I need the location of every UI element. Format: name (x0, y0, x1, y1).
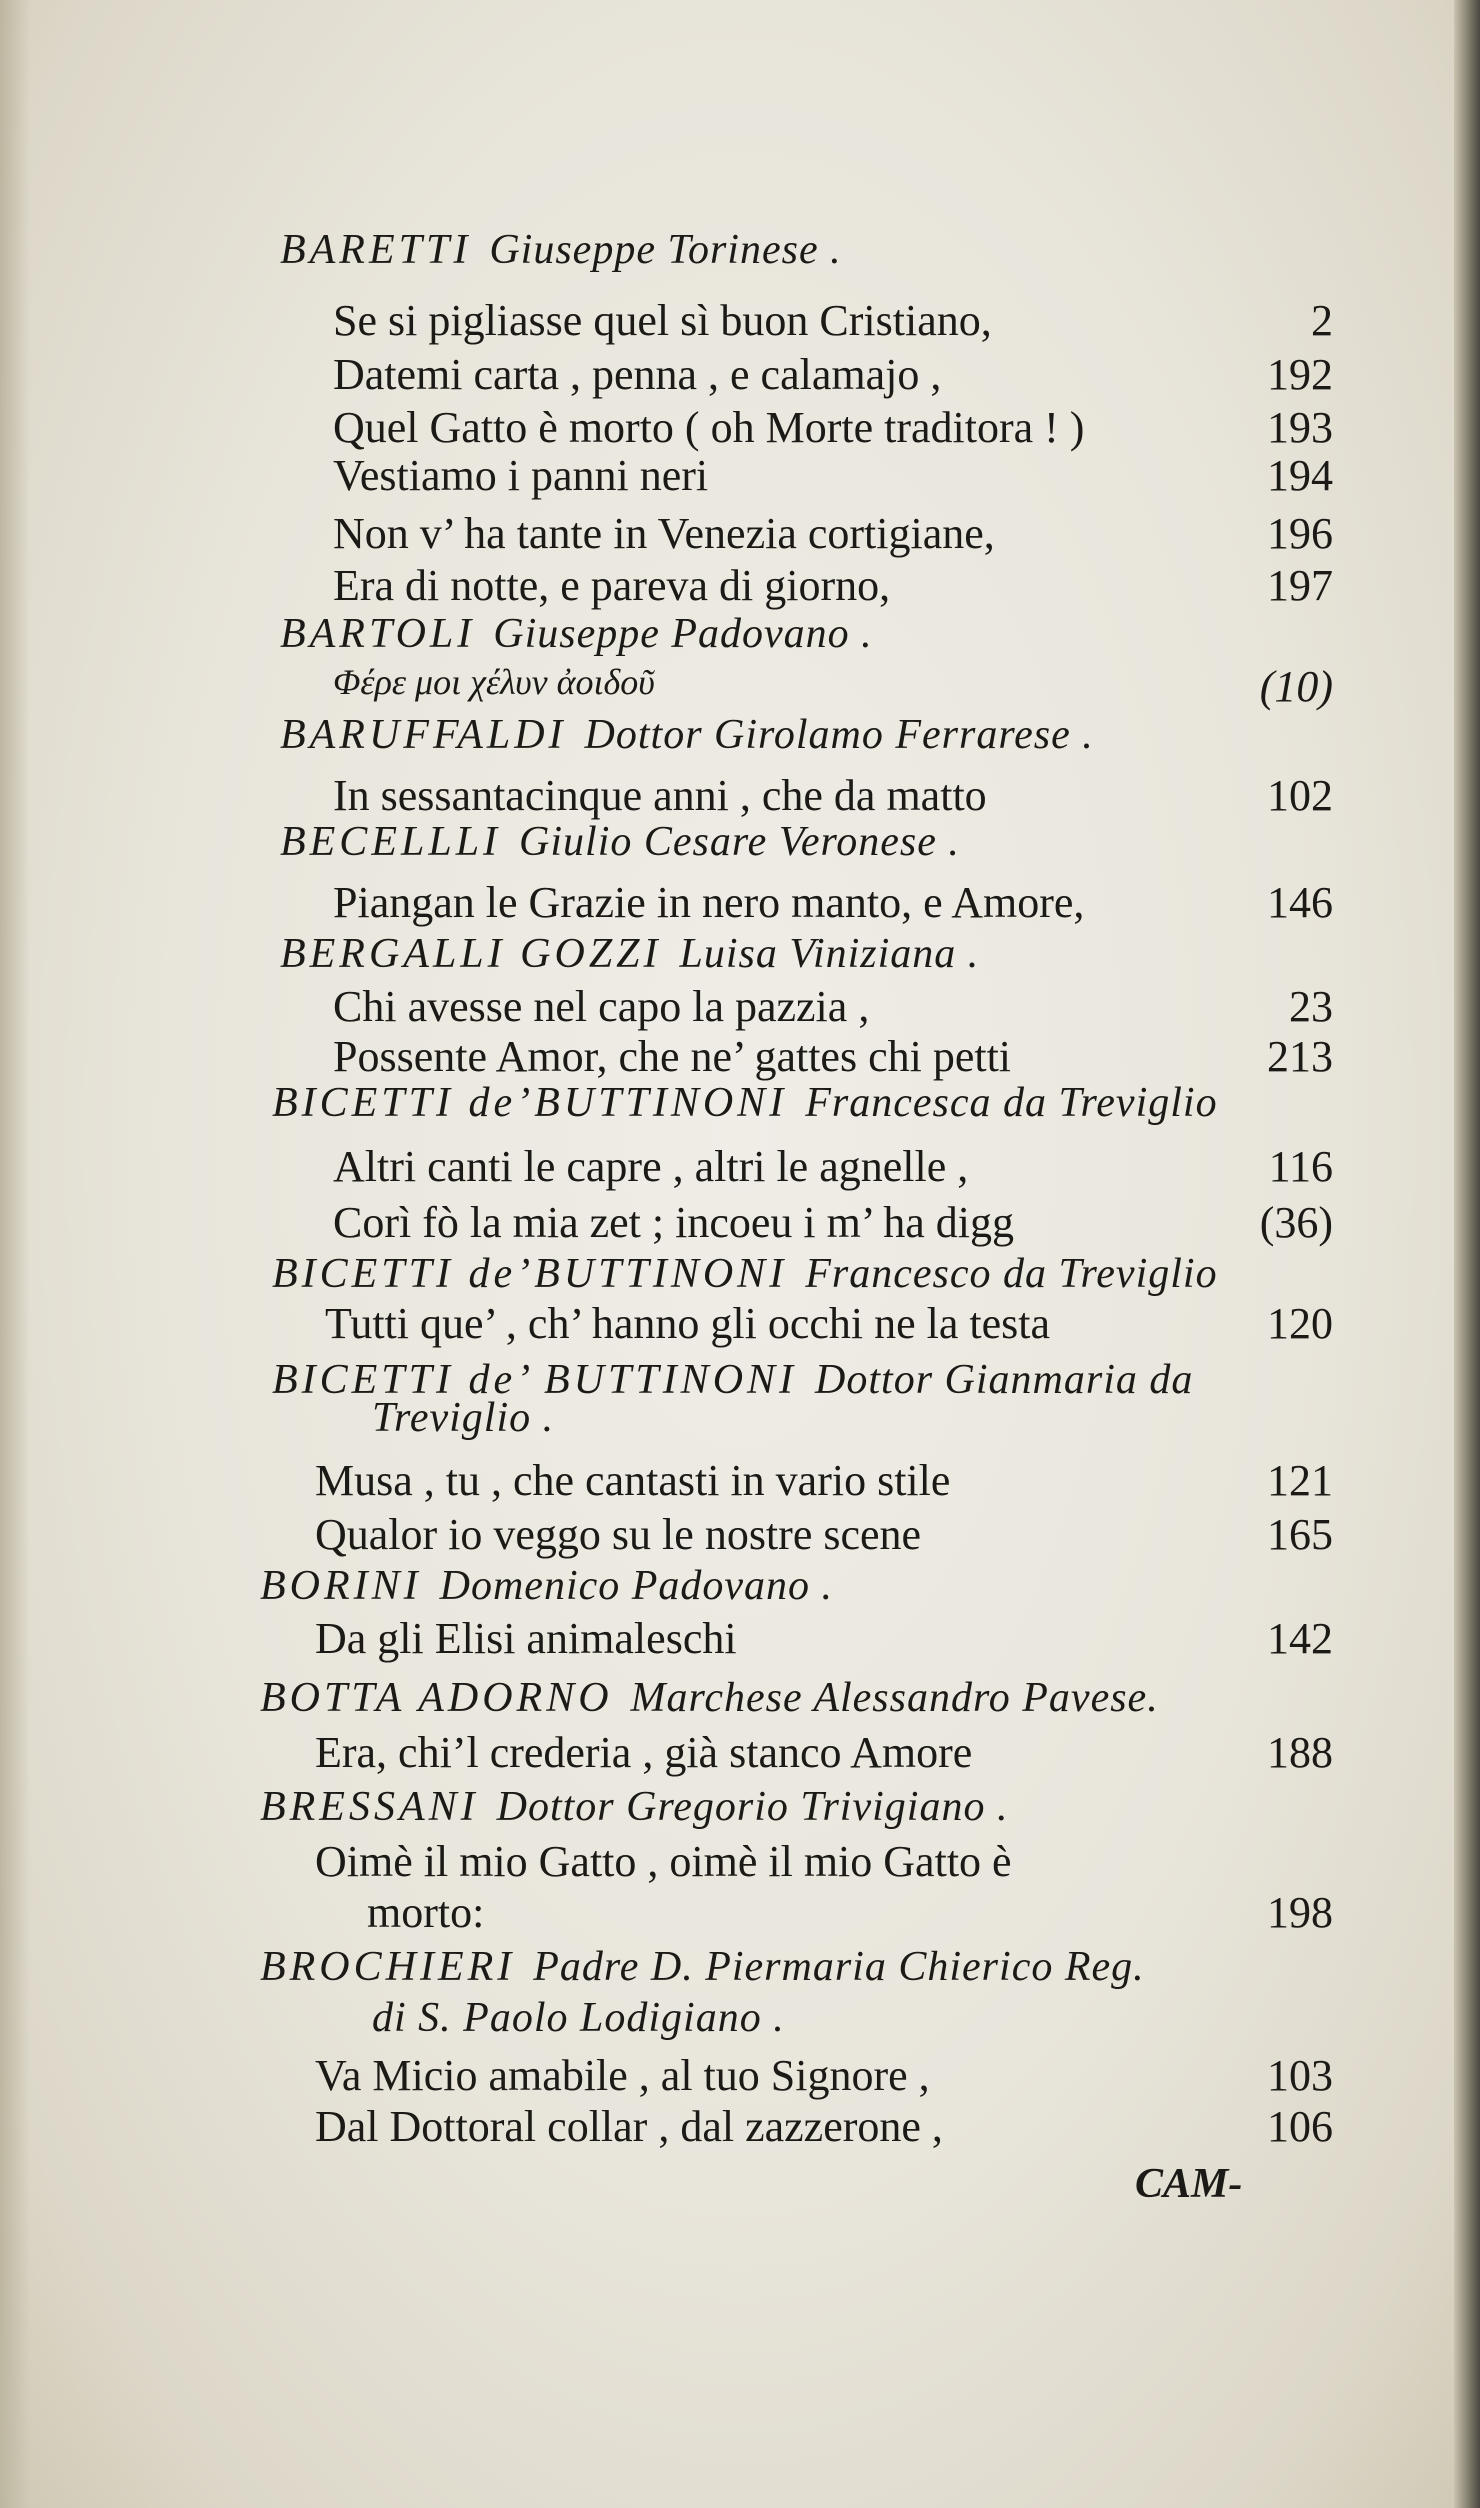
entry-text: Oimè il mio Gatto , oimè il mio Gatto è (315, 1836, 1012, 1886)
page-number: 213 (1267, 1031, 1333, 1081)
author-details: Giuseppe Torinese . (489, 227, 842, 273)
entry-text: Chi avesse nel capo la pazzia , (333, 982, 870, 1032)
page-number: 193 (1267, 403, 1333, 452)
entry-text: Va Micio amabile , al tuo Signore , (315, 2051, 930, 2100)
page-number: (10) (1259, 662, 1333, 712)
author-surname: BECELLLI (280, 819, 502, 865)
poem-entry (315, 2050, 1333, 2101)
poem-entry (333, 508, 1333, 559)
author-surname: BICETTI de’ BUTTINONI (272, 1356, 798, 1403)
entry-text: Altri canti le capre , altri le agnelle , (333, 1142, 969, 1192)
author-heading-continuation (372, 1994, 1333, 2042)
author-surname: BARUFFALDI (280, 711, 567, 758)
author-surname: BOTTA ADORNO (260, 1675, 613, 1721)
page-number: 23 (1289, 982, 1333, 1032)
page-number: 106 (1267, 2102, 1333, 2152)
page-number: (36) (1259, 1198, 1333, 1248)
poem-entry (333, 349, 1333, 400)
author-details: Dottor Gregorio Trivigiano . (496, 1783, 1009, 1830)
author-heading (272, 1079, 1333, 1127)
author-details: Domenico Padovano . (439, 1563, 834, 1609)
page-number: 197 (1267, 561, 1333, 611)
page-number: 116 (1268, 1142, 1333, 1192)
entry-text: Qualor io veggo su le nostre scene (315, 1510, 922, 1560)
page-number: 103 (1267, 2051, 1333, 2100)
poem-entry (333, 295, 1333, 346)
poem-entry (367, 1887, 1333, 1938)
page-number: 142 (1267, 1614, 1333, 1664)
entry-text: Era di notte, e pareva di giorno, (333, 561, 891, 611)
entry-text: Non v’ ha tante in Venezia cortigiane, (333, 508, 995, 558)
author-surname: BARETTI (280, 227, 472, 273)
author-heading (280, 610, 1333, 658)
author-heading (260, 1674, 1333, 1722)
page-number: 121 (1267, 1455, 1333, 1505)
author-heading (280, 226, 1333, 274)
entry-text: Vestiamo i panni neri (333, 451, 709, 500)
poem-entry (333, 770, 1333, 821)
poem-entry (325, 1298, 1333, 1349)
page-number: 192 (1267, 350, 1333, 400)
entry-text: Φέρε μοι χέλυν ἀοιδοῦ (333, 662, 655, 703)
poem-entry (315, 1836, 1333, 1887)
poem-entry (333, 1141, 1333, 1192)
author-details: Francesco da Treviglio (805, 1251, 1218, 1297)
poem-entry (333, 450, 1333, 501)
page-number: 102 (1267, 771, 1333, 820)
author-details: Marchese Alessandro Pavese. (630, 1675, 1159, 1721)
author-details: Francesca da Treviglio (805, 1079, 1218, 1126)
author-surname: BERGALLI GOZZI (280, 931, 662, 977)
page-number: 188 (1267, 1727, 1333, 1777)
author-details: Giuseppe Padovano . (493, 611, 873, 657)
poem-entry (333, 661, 1333, 712)
entry-text: Era, chi’l crederia , già stanco Amore (315, 1727, 973, 1777)
poem-entry (315, 1455, 1333, 1506)
entry-text: Musa , tu , che cantasti in vario stile (315, 1455, 951, 1505)
author-surname: BICETTI de’BUTTINONI (272, 1251, 788, 1297)
author-heading (260, 1562, 1333, 1610)
page-number: 196 (1267, 508, 1333, 558)
author-surname: BROCHIERI (260, 1943, 516, 1990)
entry-text: Se si pigliasse quel sì buon Cristiano, (333, 295, 992, 345)
author-details: Dottor Gianmaria da (815, 1356, 1194, 1403)
entry-text: Piangan le Grazie in nero manto, e Amore, (333, 878, 1085, 928)
poem-entry (333, 981, 1333, 1032)
author-heading (260, 1943, 1333, 1991)
entry-text: di S. Paolo Lodigiano . (372, 1995, 785, 2041)
poem-entry (315, 2101, 1333, 2152)
poem-entry (315, 1509, 1333, 1560)
author-details: Padre D. Piermaria Chierico Reg. (533, 1943, 1145, 1990)
poem-entry (333, 1197, 1333, 1248)
author-details: Dottor Girolamo Ferrarese . (584, 711, 1094, 758)
poem-entry (333, 560, 1333, 611)
author-heading (260, 1783, 1333, 1831)
entry-text: Corì fò la mia zet ; incoeu i m’ ha digg (333, 1198, 1014, 1248)
author-surname: BARTOLI (280, 611, 476, 657)
entry-text: Possente Amor, che ne’ gattes chi petti (333, 1031, 1012, 1081)
page-number: 165 (1267, 1510, 1333, 1560)
entry-text: Datemi carta , penna , e calamajo , (333, 350, 942, 400)
poem-entry (333, 402, 1333, 453)
entry-text: Tutti que’ , ch’ hanno gli occhi ne la testa (325, 1299, 1051, 1348)
author-details: Luisa Viniziana . (679, 931, 980, 977)
author-heading (280, 711, 1333, 759)
entry-text: Da gli Elisi animaleschi (315, 1614, 737, 1664)
author-heading (280, 818, 1333, 866)
catchword: CAM- (1135, 2161, 1243, 2207)
page-number: 198 (1267, 1887, 1333, 1937)
entry-text: Dal Dottoral collar , dal zazzerone , (315, 2102, 943, 2152)
author-details: Giulio Cesare Veronese . (519, 819, 960, 865)
poem-entry (315, 1727, 1333, 1778)
entry-text: Quel Gatto è morto ( oh Morte traditora ! ) (333, 403, 1085, 452)
page-number: 120 (1267, 1299, 1333, 1348)
entry-text: In sessantacinque anni , che da matto (333, 771, 987, 820)
entry-text: Treviglio . (372, 1395, 555, 1441)
author-surname: BICETTI de’BUTTINONI (272, 1079, 788, 1126)
poem-entry (333, 1031, 1333, 1082)
author-heading-continuation (372, 1394, 1333, 1442)
author-heading (280, 930, 1333, 978)
author-surname: BORINI (260, 1563, 422, 1609)
poem-entry (333, 877, 1333, 928)
page-number: 2 (1311, 295, 1333, 345)
page-number: 194 (1267, 451, 1333, 500)
page-number: 146 (1267, 878, 1333, 928)
poem-entry (315, 1613, 1333, 1664)
entry-text: morto: (367, 1887, 485, 1937)
author-heading (272, 1250, 1333, 1298)
author-surname: BRESSANI (260, 1783, 479, 1830)
